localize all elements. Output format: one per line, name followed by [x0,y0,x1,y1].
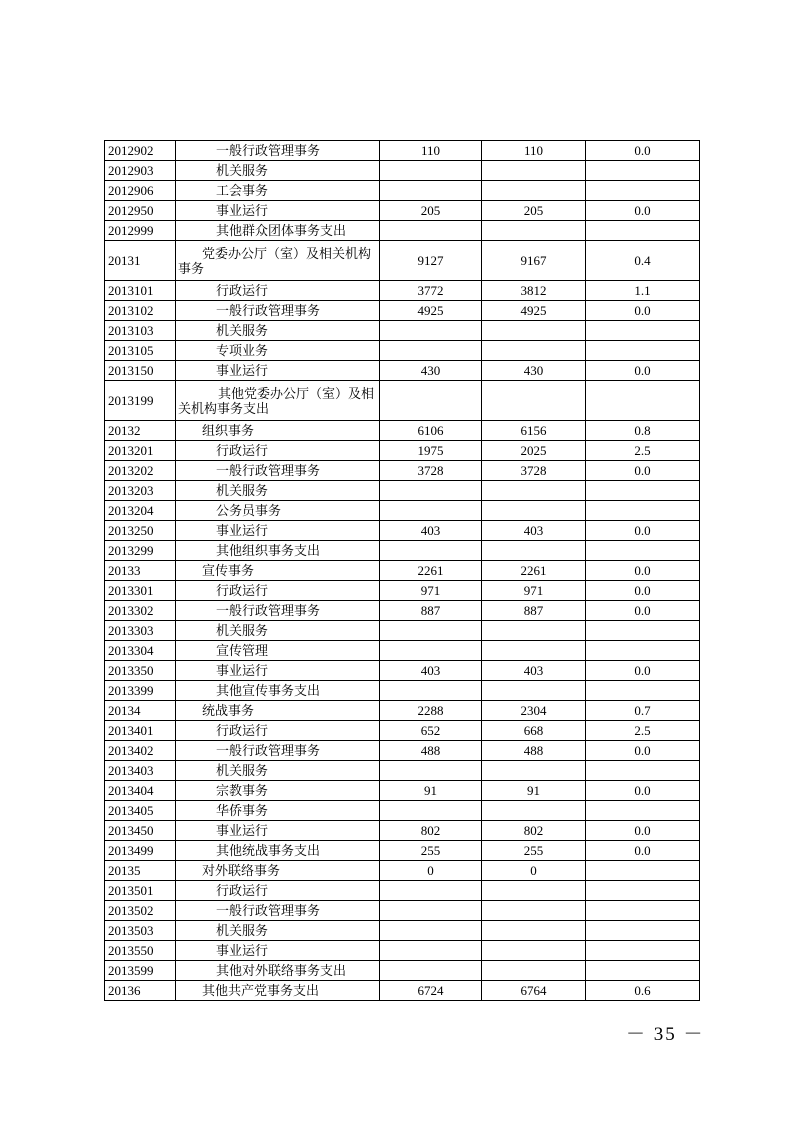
row-value-1 [380,901,482,921]
budget-table-body [105,141,700,1001]
row-value-2: 802 [482,821,586,841]
row-value-2 [482,161,586,181]
table-row [105,941,700,961]
row-value-1 [380,681,482,701]
row-value-3 [586,481,700,501]
row-value-2: 3728 [482,461,586,481]
row-value-2 [482,961,586,981]
row-value-2: 2025 [482,441,586,461]
row-value-1 [380,801,482,821]
row-value-1: 2288 [380,701,482,721]
table-row [105,561,700,581]
table-row [105,221,700,241]
row-value-1 [380,921,482,941]
row-value-2: 6764 [482,981,586,1001]
row-code: 2013250 [105,521,176,541]
row-value-1: 91 [380,781,482,801]
row-value-2: 9167 [482,241,586,281]
table-row [105,901,700,921]
row-name [176,241,380,281]
row-value-1: 3728 [380,461,482,481]
row-value-3: 0.0 [586,581,700,601]
table-row [105,861,700,881]
row-name: 机关服务 [176,761,380,781]
row-code: 2013301 [105,581,176,601]
row-value-3: 0.0 [586,601,700,621]
row-value-3: 0.7 [586,701,700,721]
table-row [105,441,700,461]
row-value-2: 2304 [482,701,586,721]
table-row [105,521,700,541]
row-name: 机关服务 [176,921,380,941]
row-value-3: 0.0 [586,781,700,801]
row-value-1: 1975 [380,441,482,461]
row-value-2 [482,541,586,561]
row-value-2 [482,921,586,941]
row-name-line1: 党委办公厅（室）及相关机构 [202,245,372,261]
row-value-2 [482,801,586,821]
row-name: 华侨事务 [176,801,380,821]
row-name: 一般行政管理事务 [176,601,380,621]
row-code: 2013203 [105,481,176,501]
row-name: 机关服务 [176,321,380,341]
row-name: 宣传管理 [176,641,380,661]
row-value-2: 0 [482,861,586,881]
row-value-1: 887 [380,601,482,621]
table-row [105,541,700,561]
row-code: 2013401 [105,721,176,741]
row-name: 组织事务 [176,421,380,441]
row-value-3 [586,221,700,241]
row-name: 事业运行 [176,521,380,541]
row-name: 事业运行 [176,361,380,381]
row-value-3: 0.0 [586,661,700,681]
row-value-2 [482,881,586,901]
row-code: 2013399 [105,681,176,701]
row-code: 2013501 [105,881,176,901]
row-value-1: 3772 [380,281,482,301]
row-value-3 [586,801,700,821]
row-value-1: 6724 [380,981,482,1001]
row-value-3 [586,861,700,881]
row-code: 2013101 [105,281,176,301]
row-value-3: 0.0 [586,201,700,221]
row-name: 其他群众团体事务支出 [176,221,380,241]
row-value-1 [380,381,482,421]
table-row [105,641,700,661]
row-value-1 [380,641,482,661]
row-code: 2013199 [105,381,176,421]
table-row [105,981,700,1001]
row-value-2 [482,681,586,701]
row-code: 2013502 [105,901,176,921]
row-name: 事业运行 [176,941,380,961]
row-value-2 [482,621,586,641]
row-code: 2013599 [105,961,176,981]
row-value-1: 6106 [380,421,482,441]
row-value-3: 0.0 [586,741,700,761]
row-code: 2013503 [105,921,176,941]
row-value-1: 403 [380,521,482,541]
row-name: 事业运行 [176,201,380,221]
row-name: 行政运行 [176,441,380,461]
row-code: 20134 [105,701,176,721]
row-code: 2013102 [105,301,176,321]
table-row [105,741,700,761]
table-row [105,661,700,681]
table-row [105,281,700,301]
row-code: 20132 [105,421,176,441]
row-value-1 [380,961,482,981]
row-value-3: 0.0 [586,301,700,321]
table-row [105,601,700,621]
row-code: 2013103 [105,321,176,341]
row-name: 行政运行 [176,881,380,901]
table-row [105,781,700,801]
row-value-2: 3812 [482,281,586,301]
row-value-2: 971 [482,581,586,601]
row-value-3 [586,901,700,921]
row-name: 事业运行 [176,821,380,841]
row-code: 20135 [105,861,176,881]
row-value-3: 0.0 [586,361,700,381]
row-value-2: 403 [482,521,586,541]
row-value-3: 1.1 [586,281,700,301]
row-value-3: 2.5 [586,441,700,461]
row-name: 一般行政管理事务 [176,741,380,761]
row-code: 2013403 [105,761,176,781]
row-value-1: 0 [380,861,482,881]
row-value-3: 2.5 [586,721,700,741]
row-name: 机关服务 [176,481,380,501]
table-row [105,161,700,181]
row-code: 2012903 [105,161,176,181]
row-value-1 [380,881,482,901]
row-code: 20136 [105,981,176,1001]
row-name: 统战事务 [176,701,380,721]
table-row [105,141,700,161]
row-code: 2013204 [105,501,176,521]
row-code: 2013302 [105,601,176,621]
table-row [105,201,700,221]
row-value-3 [586,881,700,901]
row-value-1 [380,181,482,201]
row-name: 其他宣传事务支出 [176,681,380,701]
row-value-2: 205 [482,201,586,221]
row-name: 对外联络事务 [176,861,380,881]
page-number: － 35 － [626,1024,705,1045]
table-row [105,461,700,481]
table-row [105,381,700,421]
row-value-3 [586,621,700,641]
row-value-3: 0.0 [586,841,700,861]
row-code: 2013404 [105,781,176,801]
row-value-3: 0.0 [586,561,700,581]
row-value-2 [482,381,586,421]
row-value-1 [380,481,482,501]
row-value-1: 403 [380,661,482,681]
row-name: 行政运行 [176,721,380,741]
row-name: 其他共产党事务支出 [176,981,380,1001]
row-name: 一般行政管理事务 [176,901,380,921]
row-code: 2013350 [105,661,176,681]
row-value-2 [482,321,586,341]
row-value-2 [482,941,586,961]
row-value-2: 488 [482,741,586,761]
row-value-2: 110 [482,141,586,161]
table-row [105,361,700,381]
row-code: 2013303 [105,621,176,641]
row-value-2: 403 [482,661,586,681]
row-value-1: 9127 [380,241,482,281]
row-value-1: 205 [380,201,482,221]
row-value-1: 652 [380,721,482,741]
row-value-2: 668 [482,721,586,741]
table-row [105,301,700,321]
row-value-1: 430 [380,361,482,381]
row-name: 事业运行 [176,661,380,681]
row-value-3 [586,641,700,661]
table-row [105,701,700,721]
row-name: 其他对外联络事务支出 [176,961,380,981]
row-value-3 [586,341,700,361]
row-value-2: 91 [482,781,586,801]
row-value-3 [586,161,700,181]
row-name: 其他统战事务支出 [176,841,380,861]
table-row [105,241,700,281]
row-code: 2013304 [105,641,176,661]
table-row [105,841,700,861]
row-value-3 [586,941,700,961]
row-name: 宗教事务 [176,781,380,801]
row-code: 20133 [105,561,176,581]
row-code: 20131 [105,241,176,281]
row-value-3: 0.0 [586,461,700,481]
row-name: 一般行政管理事务 [176,301,380,321]
row-name: 行政运行 [176,281,380,301]
row-value-1: 488 [380,741,482,761]
row-value-3 [586,921,700,941]
row-value-2 [482,501,586,521]
row-name-line1: 其他党委办公厅（室）及相 [218,385,375,401]
row-value-1 [380,221,482,241]
row-name: 行政运行 [176,581,380,601]
row-value-1: 110 [380,141,482,161]
row-value-3: 0.6 [586,981,700,1001]
row-value-1 [380,161,482,181]
row-value-3 [586,321,700,341]
row-code: 2012950 [105,201,176,221]
row-code: 2013402 [105,741,176,761]
row-value-1: 255 [380,841,482,861]
row-value-2 [482,181,586,201]
row-value-2 [482,341,586,361]
row-value-3: 0.0 [586,521,700,541]
row-value-3: 0.0 [586,821,700,841]
row-value-2: 2261 [482,561,586,581]
row-value-3 [586,761,700,781]
table-row [105,881,700,901]
table-row [105,921,700,941]
row-name-line2: 事务 [178,260,205,276]
row-value-3: 0.0 [586,141,700,161]
row-value-1 [380,761,482,781]
row-name [176,381,380,421]
row-value-1: 802 [380,821,482,841]
row-value-1 [380,941,482,961]
table-row [105,821,700,841]
row-code: 2013499 [105,841,176,861]
row-value-2: 887 [482,601,586,621]
row-code: 2013550 [105,941,176,961]
row-code: 2013201 [105,441,176,461]
table-row [105,621,700,641]
table-row [105,801,700,821]
table-row [105,341,700,361]
row-value-1 [380,321,482,341]
row-name: 工会事务 [176,181,380,201]
row-name: 专项业务 [176,341,380,361]
row-code: 2013150 [105,361,176,381]
row-value-2: 6156 [482,421,586,441]
row-value-2: 255 [482,841,586,861]
row-value-2 [482,641,586,661]
row-code: 2013450 [105,821,176,841]
row-value-3 [586,961,700,981]
row-code: 2012999 [105,221,176,241]
row-value-1 [380,341,482,361]
row-code: 2013405 [105,801,176,821]
row-value-1 [380,541,482,561]
row-name: 公务员事务 [176,501,380,521]
row-code: 2013105 [105,341,176,361]
table-row [105,501,700,521]
row-value-1: 2261 [380,561,482,581]
row-value-1 [380,621,482,641]
row-name: 机关服务 [176,621,380,641]
row-name: 一般行政管理事务 [176,141,380,161]
row-code: 2012906 [105,181,176,201]
table-row [105,721,700,741]
table-row [105,421,700,441]
row-value-3: 0.4 [586,241,700,281]
row-name-line2: 关机构事务支出 [178,400,270,416]
row-value-3 [586,681,700,701]
row-name: 机关服务 [176,161,380,181]
table-row [105,321,700,341]
table-row [105,961,700,981]
row-value-3 [586,181,700,201]
row-value-2 [482,221,586,241]
table-row [105,181,700,201]
table-row [105,581,700,601]
row-value-2 [482,901,586,921]
budget-table [104,140,700,1001]
row-value-3 [586,541,700,561]
row-code: 2013202 [105,461,176,481]
row-name: 一般行政管理事务 [176,461,380,481]
row-code: 2013299 [105,541,176,561]
row-value-3 [586,501,700,521]
row-value-2 [482,761,586,781]
row-value-3: 0.8 [586,421,700,441]
table-row [105,681,700,701]
table-row [105,761,700,781]
row-name: 其他组织事务支出 [176,541,380,561]
row-value-1: 4925 [380,301,482,321]
row-value-2: 430 [482,361,586,381]
row-name: 宣传事务 [176,561,380,581]
row-value-1: 971 [380,581,482,601]
row-value-1 [380,501,482,521]
row-value-3 [586,381,700,421]
row-value-2: 4925 [482,301,586,321]
table-row [105,481,700,501]
row-code: 2012902 [105,141,176,161]
row-value-2 [482,481,586,501]
